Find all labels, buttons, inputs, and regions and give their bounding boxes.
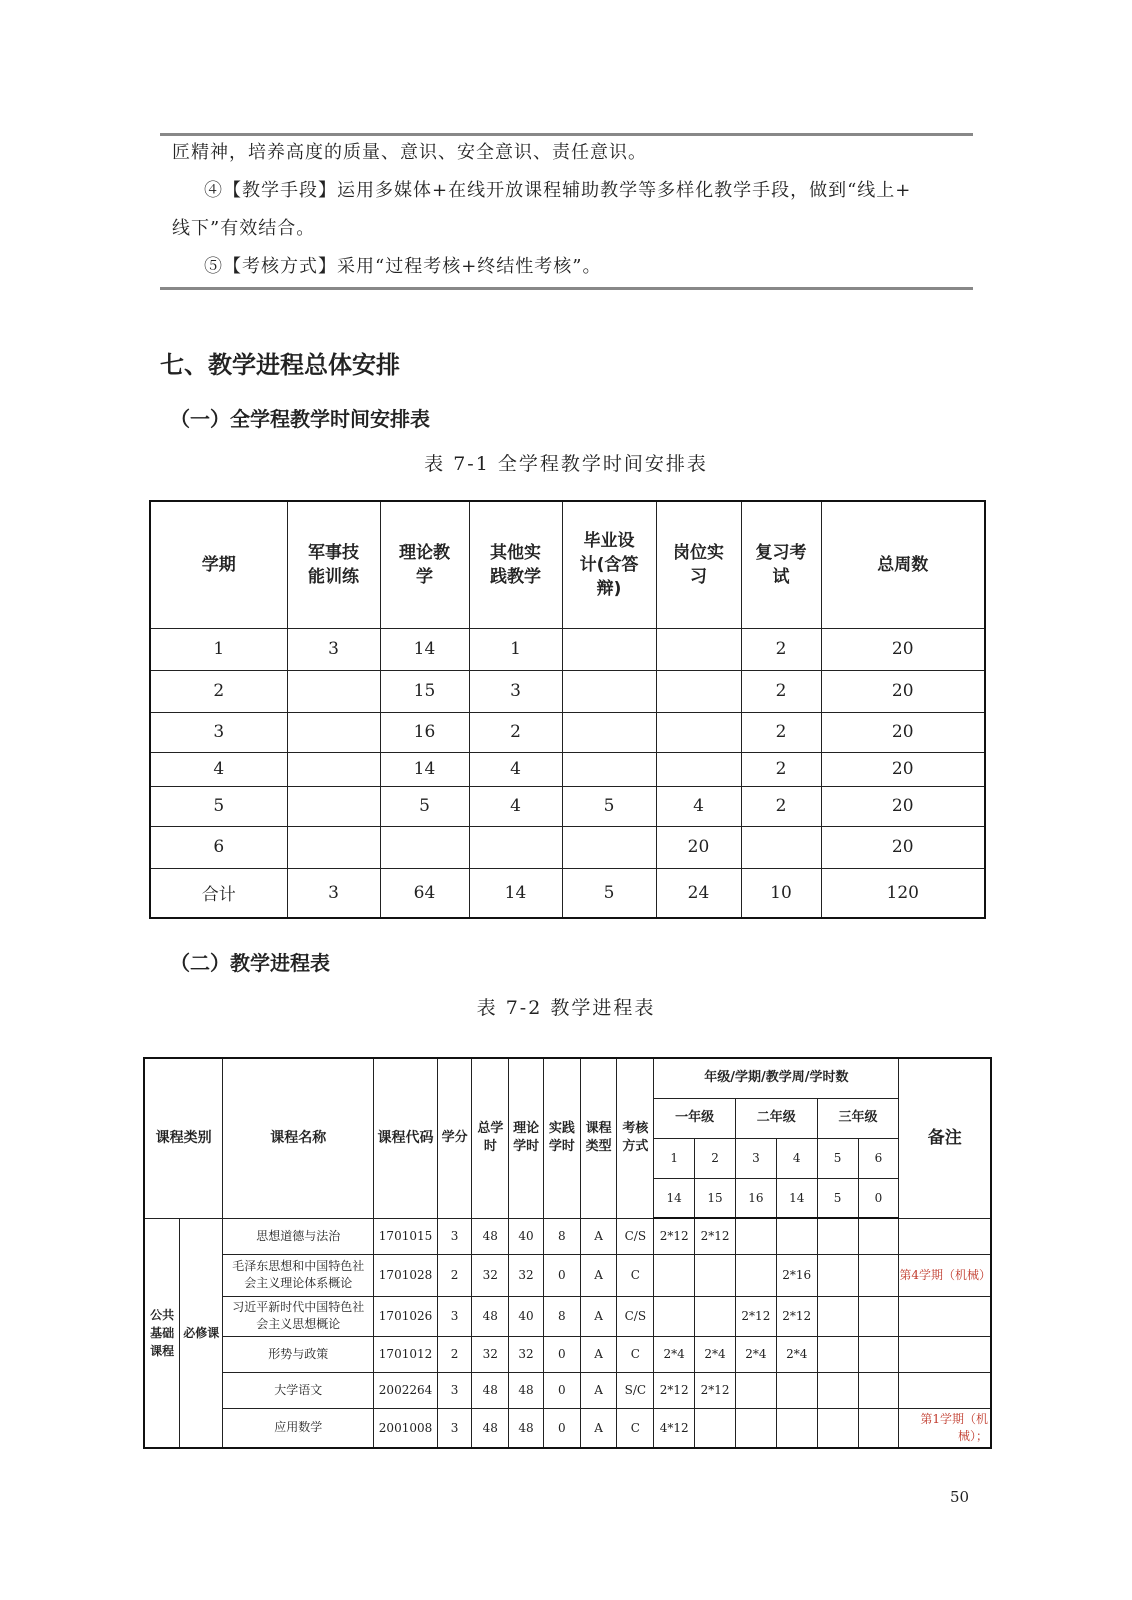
table1-cell xyxy=(469,826,562,868)
course-hours-semester-6 xyxy=(858,1372,899,1408)
course-hours-semester-3 xyxy=(735,1372,776,1408)
course-hours-semester-4: 2*4 xyxy=(776,1336,817,1372)
course-hours-semester-1: 2*4 xyxy=(654,1336,695,1372)
semester-2: 2 xyxy=(695,1138,736,1178)
header-year-1: 一年级 xyxy=(654,1098,736,1138)
course-row xyxy=(144,1218,991,1254)
course-type: A xyxy=(580,1296,617,1336)
course-credit: 2 xyxy=(437,1254,472,1296)
table1-cell: 5 xyxy=(150,786,287,826)
course-note xyxy=(899,1372,991,1408)
table1-cell: 64 xyxy=(380,868,469,918)
header-credit: 学分 xyxy=(437,1058,472,1218)
table1-cell: 合计 xyxy=(150,868,287,918)
course-name: 习近平新时代中国特色社会主义思想概论 xyxy=(223,1296,374,1336)
course-code: 1701028 xyxy=(374,1254,437,1296)
header-exam-method: 考核方式 xyxy=(617,1058,654,1218)
course-credit: 3 xyxy=(437,1408,472,1448)
course-row xyxy=(144,1336,991,1372)
intro-line-1: 匠精神，培养高度的质量、意识、安全意识、责任意识。 xyxy=(172,142,647,163)
course-hours-semester-5 xyxy=(817,1372,858,1408)
course-theory: 40 xyxy=(509,1296,544,1336)
table1-row xyxy=(150,826,985,868)
semester-3: 3 xyxy=(735,1138,776,1178)
course-exam: C/S xyxy=(617,1296,654,1336)
weeks-semester-4: 14 xyxy=(776,1178,817,1218)
table1-cell: 2 xyxy=(741,628,821,670)
table1-header-0: 学期 xyxy=(150,501,287,628)
page-number: 50 xyxy=(950,1488,970,1506)
section-title: 七、教学进程总体安排 xyxy=(160,351,400,379)
course-theory: 40 xyxy=(509,1218,544,1254)
course-practice: 8 xyxy=(543,1218,580,1254)
table1-cell: 1 xyxy=(469,628,562,670)
course-hours-semester-6 xyxy=(858,1408,899,1448)
course-hours-semester-2: 2*4 xyxy=(695,1336,736,1372)
course-note: 第1学期（机械）； xyxy=(899,1408,991,1448)
bottom-rule xyxy=(160,287,973,290)
table1-cell: 20 xyxy=(821,628,985,670)
course-theory: 48 xyxy=(509,1408,544,1448)
course-practice: 0 xyxy=(543,1408,580,1448)
course-type: A xyxy=(580,1218,617,1254)
weeks-semester-6: 0 xyxy=(858,1178,899,1218)
table1-cell: 20 xyxy=(821,670,985,712)
course-hours-semester-2 xyxy=(695,1254,736,1296)
table1-cell: 10 xyxy=(741,868,821,918)
course-exam: C xyxy=(617,1408,654,1448)
table1-cell xyxy=(287,826,380,868)
course-practice: 0 xyxy=(543,1336,580,1372)
header-practice-hours: 实践学时 xyxy=(543,1058,580,1218)
table1-cell: 2 xyxy=(741,670,821,712)
table1-cell: 2 xyxy=(150,670,287,712)
table1-cell: 15 xyxy=(380,670,469,712)
course-name: 思想道德与法治 xyxy=(223,1218,374,1254)
course-credit: 3 xyxy=(437,1372,472,1408)
subsection-title-2: （二）教学进程表 xyxy=(170,951,330,975)
teaching-time-table xyxy=(149,500,986,919)
course-name: 应用数学 xyxy=(223,1408,374,1448)
course-exam: C xyxy=(617,1336,654,1372)
table1-row xyxy=(150,670,985,712)
course-exam: C xyxy=(617,1254,654,1296)
table1-cell: 20 xyxy=(821,826,985,868)
table1-cell: 4 xyxy=(656,786,741,826)
table1-cell: 24 xyxy=(656,868,741,918)
table1-cell xyxy=(562,670,656,712)
course-row xyxy=(144,1254,991,1296)
course-note xyxy=(899,1218,991,1254)
table1-header-1: 军事技能训练 xyxy=(287,501,380,628)
course-row xyxy=(144,1296,991,1336)
course-hours-semester-3 xyxy=(735,1254,776,1296)
course-hours-semester-4: 2*16 xyxy=(776,1254,817,1296)
table1-cell: 14 xyxy=(380,628,469,670)
course-code: 1701026 xyxy=(374,1296,437,1336)
table1-cell: 5 xyxy=(562,786,656,826)
course-hours-semester-2: 2*12 xyxy=(695,1372,736,1408)
table1-cell xyxy=(562,712,656,752)
course-hours-semester-4: 2*12 xyxy=(776,1296,817,1336)
top-rule xyxy=(160,133,973,136)
course-code: 1701015 xyxy=(374,1218,437,1254)
course-theory: 48 xyxy=(509,1372,544,1408)
group-subcategory: 必修课 xyxy=(180,1218,223,1448)
table1-cell: 14 xyxy=(469,868,562,918)
course-hours-semester-6 xyxy=(858,1336,899,1372)
course-exam: S/C xyxy=(617,1372,654,1408)
table1-header-7: 总周数 xyxy=(821,501,985,628)
course-theory: 32 xyxy=(509,1254,544,1296)
table1-cell xyxy=(287,712,380,752)
table1-cell: 1 xyxy=(150,628,287,670)
table1-header-5: 岗位实习 xyxy=(656,501,741,628)
course-hours-semester-4 xyxy=(776,1408,817,1448)
table1-cell xyxy=(287,786,380,826)
course-hours-semester-1: 2*12 xyxy=(654,1218,695,1254)
weeks-semester-5: 5 xyxy=(817,1178,858,1218)
table1-row xyxy=(150,752,985,786)
header-course-name: 课程名称 xyxy=(223,1058,374,1218)
course-credit: 3 xyxy=(437,1296,472,1336)
table1-cell: 5 xyxy=(562,868,656,918)
table1-cell xyxy=(287,670,380,712)
course-total: 48 xyxy=(472,1408,509,1448)
table1-cell: 3 xyxy=(150,712,287,752)
course-code: 2001008 xyxy=(374,1408,437,1448)
table1-header-4: 毕业设计(含答辩) xyxy=(562,501,656,628)
table1-cell: 20 xyxy=(821,752,985,786)
table1-cell xyxy=(656,712,741,752)
course-code: 2002264 xyxy=(374,1372,437,1408)
course-hours-semester-5 xyxy=(817,1296,858,1336)
intro-line-4: ⑤【考核方式】采用“过程考核+终结性考核”。 xyxy=(204,256,602,277)
table1-cell: 2 xyxy=(741,786,821,826)
course-note xyxy=(899,1336,991,1372)
table1-cell xyxy=(562,826,656,868)
table1-row xyxy=(150,786,985,826)
course-hours-semester-1: 4*12 xyxy=(654,1408,695,1448)
table1-cell: 3 xyxy=(287,628,380,670)
course-hours-semester-2 xyxy=(695,1408,736,1448)
group-category: 公共基础课程 xyxy=(144,1218,180,1448)
table2-caption: 表 7-2 教学进程表 xyxy=(476,997,656,1019)
table1-cell xyxy=(741,826,821,868)
course-practice: 8 xyxy=(543,1296,580,1336)
course-note: 第4学期（机械） xyxy=(899,1254,991,1296)
table1-cell: 2 xyxy=(741,752,821,786)
table1-cell: 4 xyxy=(469,752,562,786)
course-total: 48 xyxy=(472,1372,509,1408)
course-name: 毛泽东思想和中国特色社会主义理论体系概论 xyxy=(223,1254,374,1296)
table1-cell: 5 xyxy=(380,786,469,826)
course-name: 形势与政策 xyxy=(223,1336,374,1372)
table1-cell: 16 xyxy=(380,712,469,752)
table1-cell: 20 xyxy=(821,712,985,752)
intro-line-3: 线下”有效结合。 xyxy=(172,218,316,239)
table1-cell: 2 xyxy=(741,712,821,752)
header-year-2: 二年级 xyxy=(735,1098,817,1138)
table1-cell: 120 xyxy=(821,868,985,918)
course-note xyxy=(899,1296,991,1336)
table1-cell: 20 xyxy=(656,826,741,868)
course-row xyxy=(144,1372,991,1408)
course-exam: C/S xyxy=(617,1218,654,1254)
table1-caption: 表 7-1 全学程教学时间安排表 xyxy=(424,453,708,475)
semester-4: 4 xyxy=(776,1138,817,1178)
course-total: 48 xyxy=(472,1218,509,1254)
table1-cell xyxy=(287,752,380,786)
course-hours-semester-6 xyxy=(858,1254,899,1296)
course-hours-semester-3: 2*4 xyxy=(735,1336,776,1372)
table1-cell: 2 xyxy=(469,712,562,752)
table1-cell: 4 xyxy=(469,786,562,826)
course-credit: 3 xyxy=(437,1218,472,1254)
table1-header-3: 其他实践教学 xyxy=(469,501,562,628)
course-hours-semester-1 xyxy=(654,1296,695,1336)
course-hours-semester-1 xyxy=(654,1254,695,1296)
table1-row xyxy=(150,628,985,670)
header-course-category: 课程类别 xyxy=(144,1058,223,1218)
table1-cell: 4 xyxy=(150,752,287,786)
course-hours-semester-5 xyxy=(817,1218,858,1254)
header-schedule: 年级/学期/教学周/学时数 xyxy=(654,1058,899,1098)
header-course-code: 课程代码 xyxy=(374,1058,437,1218)
intro-line-2: ④【教学手段】运用多媒体+在线开放课程辅助教学等多样化教学手段，做到“线上+ xyxy=(204,180,912,201)
course-type: A xyxy=(580,1408,617,1448)
weeks-semester-2: 15 xyxy=(695,1178,736,1218)
course-type: A xyxy=(580,1336,617,1372)
table1-header-row xyxy=(150,501,985,628)
course-hours-semester-1: 2*12 xyxy=(654,1372,695,1408)
course-type: A xyxy=(580,1372,617,1408)
table1-cell xyxy=(562,628,656,670)
header-note: 备注 xyxy=(899,1058,991,1218)
semester-5: 5 xyxy=(817,1138,858,1178)
subsection-title-1: （一）全学程教学时间安排表 xyxy=(170,407,430,431)
table1-cell xyxy=(380,826,469,868)
course-hours-semester-3 xyxy=(735,1408,776,1448)
table1-header-6: 复习考试 xyxy=(741,501,821,628)
header-theory-hours: 理论学时 xyxy=(509,1058,544,1218)
table1-cell: 3 xyxy=(287,868,380,918)
header-year-3: 三年级 xyxy=(817,1098,899,1138)
semester-1: 1 xyxy=(654,1138,695,1178)
weeks-semester-3: 16 xyxy=(735,1178,776,1218)
semester-6: 6 xyxy=(858,1138,899,1178)
course-practice: 0 xyxy=(543,1372,580,1408)
course-total: 48 xyxy=(472,1296,509,1336)
table1-row xyxy=(150,868,985,918)
course-hours-semester-4 xyxy=(776,1218,817,1254)
course-hours-semester-6 xyxy=(858,1296,899,1336)
table1-cell xyxy=(656,670,741,712)
course-row xyxy=(144,1408,991,1448)
teaching-progress-table xyxy=(143,1057,992,1449)
table1-header-2: 理论教学 xyxy=(380,501,469,628)
course-hours-semester-4 xyxy=(776,1372,817,1408)
course-hours-semester-2 xyxy=(695,1296,736,1336)
course-hours-semester-3 xyxy=(735,1218,776,1254)
course-hours-semester-5 xyxy=(817,1336,858,1372)
course-name: 大学语文 xyxy=(223,1372,374,1408)
course-hours-semester-2: 2*12 xyxy=(695,1218,736,1254)
course-code: 1701012 xyxy=(374,1336,437,1372)
weeks-semester-1: 14 xyxy=(654,1178,695,1218)
table1-cell: 3 xyxy=(469,670,562,712)
table1-row xyxy=(150,712,985,752)
course-hours-semester-5 xyxy=(817,1254,858,1296)
course-hours-semester-6 xyxy=(858,1218,899,1254)
table1-cell xyxy=(656,628,741,670)
course-type: A xyxy=(580,1254,617,1296)
table1-cell: 14 xyxy=(380,752,469,786)
course-practice: 0 xyxy=(543,1254,580,1296)
course-credit: 2 xyxy=(437,1336,472,1372)
header-course-type: 课程类型 xyxy=(580,1058,617,1218)
course-hours-semester-5 xyxy=(817,1408,858,1448)
course-theory: 32 xyxy=(509,1336,544,1372)
course-total: 32 xyxy=(472,1254,509,1296)
table1-cell: 20 xyxy=(821,786,985,826)
course-total: 32 xyxy=(472,1336,509,1372)
course-hours-semester-3: 2*12 xyxy=(735,1296,776,1336)
table1-cell xyxy=(562,752,656,786)
table1-cell xyxy=(656,752,741,786)
header-total-hours: 总学时 xyxy=(472,1058,509,1218)
table1-cell: 6 xyxy=(150,826,287,868)
